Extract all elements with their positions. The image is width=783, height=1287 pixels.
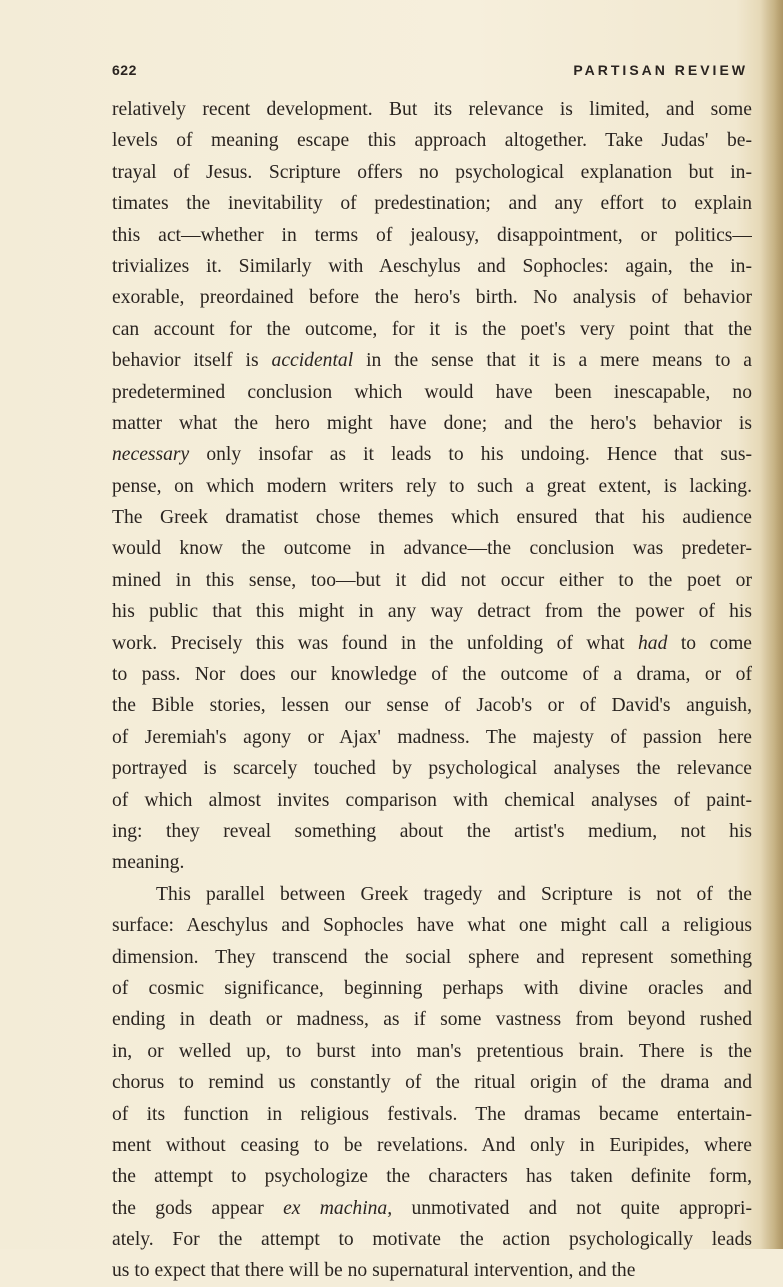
text-line: to pass. Nor does our knowledge of the outcome of a drama, or of [112, 664, 752, 686]
text-segment: only insofar as it leads to his undoing. Hence that sus- [189, 444, 752, 466]
text-line: trayal of Jesus. Scripture offers no psychological explanation but in- [112, 161, 752, 183]
text-line: This parallel between Greek tragedy and Scripture is not of the [156, 883, 752, 905]
text-segment: in the sense that it is a mere means to a [353, 350, 752, 372]
text-line: the attempt to psychologize the characters has taken definite form, [112, 1166, 752, 1188]
body-text [112, 94, 752, 1287]
page-edge-shadow [761, 0, 783, 1249]
text-segment: the gods appear [112, 1197, 284, 1219]
text-line: of which almost invites comparison with chemical analyses of paint- [112, 789, 752, 811]
text-segment: to come [667, 632, 752, 654]
running-head: PARTISAN REVIEW [573, 62, 748, 78]
text-line: ing: they reveal something about the artist's medium, not his [112, 820, 752, 842]
text-line: The Greek dramatist chose themes which ensured that his audience [112, 507, 752, 529]
text-line: mined in this sense, too—but it did not occur either to the poet or [112, 569, 752, 591]
italic-emphasis: had [638, 632, 668, 654]
text-line: surface: Aeschylus and Sophocles have what one might call a religious [112, 915, 752, 937]
text-line: portrayed is scarcely touched by psychological analyses the relevance [112, 758, 752, 780]
italic-emphasis: necessary [112, 444, 190, 466]
text-line: dimension. They transcend the social sphere and represent something [112, 946, 752, 968]
page-number: 622 [112, 62, 137, 78]
italic-emphasis: ex machina, [283, 1197, 393, 1219]
text-line: this act—whether in terms of jealousy, disappointment, or politics— [112, 224, 752, 246]
text-line: us to expect that there will be no supernatural intervention, and the [112, 1260, 636, 1282]
text-line: in, or welled up, to burst into man's pretentious brain. There is the [112, 1040, 752, 1062]
text-line: meaning. [112, 852, 185, 874]
text-line: levels of meaning escape this approach altogether. Take Judas' be- [112, 130, 752, 152]
text-line [112, 1193, 752, 1224]
text-segment: behavior itself is [112, 350, 272, 372]
text-line: pense, on which modern writers rely to such a great extent, is lacking. [112, 475, 752, 497]
text-line: predetermined conclusion which would have been inescapable, no [112, 381, 752, 403]
text-line: of its function in religious festivals. The dramas became entertain- [112, 1103, 752, 1125]
text-line: exorable, preordained before the hero's birth. No analysis of behavior [112, 287, 752, 309]
text-segment: work. Precisely this was found in the unfolding of what [112, 632, 638, 654]
text-line: timates the inevitability of predestination; and any effort to explain [112, 193, 752, 215]
text-line: ment without ceasing to be revelations. And only in Euripides, where [112, 1134, 752, 1156]
text-line [112, 345, 752, 376]
page-header [112, 62, 748, 86]
text-line: relatively recent development. But its relevance is limited, and some [112, 99, 752, 120]
text-line: his public that this might in any way detract from the power of his [112, 601, 752, 623]
text-line: ately. For the attempt to motivate the action psychologically leads [112, 1229, 752, 1251]
italic-emphasis: accidental [271, 350, 354, 372]
text-line: of cosmic significance, beginning perhaps with divine oracles and [112, 977, 752, 999]
text-line: would know the outcome in advance—the conclusion was predeter- [112, 538, 752, 560]
text-line: trivializes it. Similarly with Aeschylus and Sophocles: again, the in- [112, 255, 752, 277]
text-line: of Jeremiah's agony or Ajax' madness. The majesty of passion here [112, 726, 752, 748]
text-line: can account for the outcome, for it is the poet's very point that the [112, 318, 752, 340]
text-segment: unmotivated and not quite appropri- [392, 1197, 752, 1219]
text-line: matter what the hero might have done; and the hero's behavior is [112, 412, 752, 434]
text-line [112, 628, 752, 659]
text-line: chorus to remind us constantly of the ritual origin of the drama and [112, 1072, 752, 1094]
text-line: ending in death or madness, as if some vastness from beyond rushed [112, 1009, 752, 1031]
text-line: the Bible stories, lessen our sense of Jacob's or of David's anguish, [112, 695, 752, 717]
text-line [112, 439, 752, 470]
